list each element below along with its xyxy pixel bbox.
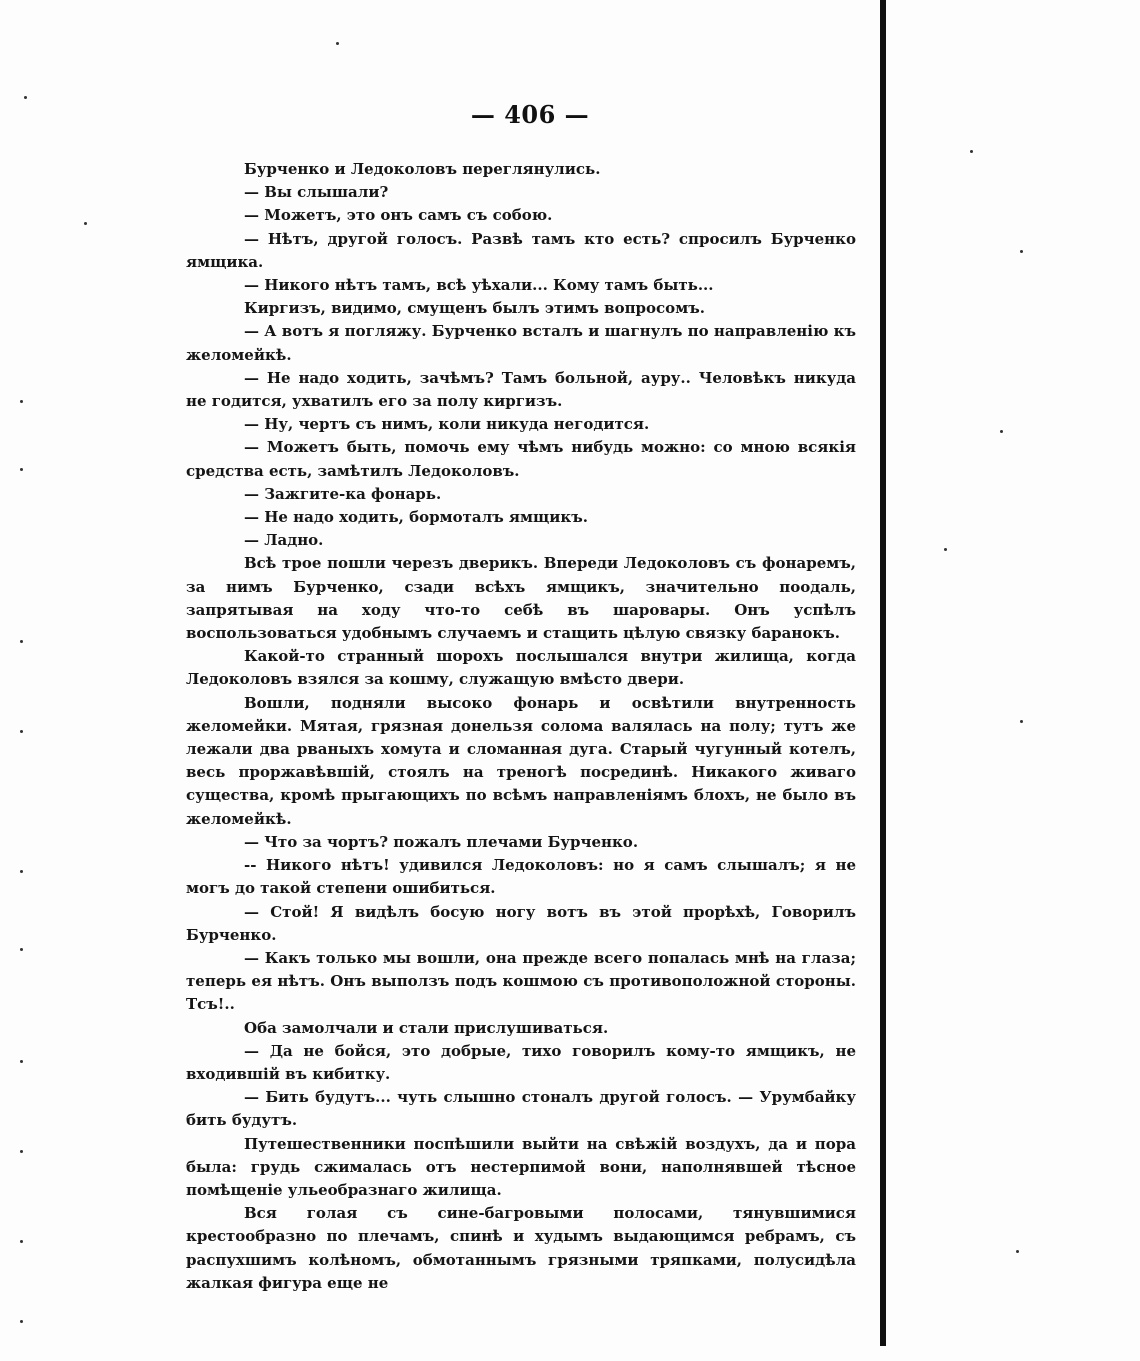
paragraph: — Никого нѣтъ тамъ, всѣ уѣхали... Кому тамъ быть... [244,276,714,295]
scan-speck [20,730,23,733]
page-number: — 406 — [470,100,590,129]
scan-speck [20,1240,23,1243]
scan-speck [20,870,23,873]
paragraph: Путешественники поспѣшили выйти на свѣжій воздухъ, да и пора была: грудь сжималась отъ нестерпимой вони, наполнявшей тѣсное помѣщеніе ульеобразнаго жилища. [186,1134,856,1199]
paragraph: -- Никого нѣтъ! удивился Ледоколовъ: но я самъ слышалъ; я не могъ до такой степени ошибиться. [186,856,856,898]
paragraph: — Какъ только мы вошли, она прежде всего попалась мнѣ на глаза; теперь ея нѣтъ. Онъ выползъ подъ кошмою съ противоположной стороны. Тсъ!.. [186,948,856,1014]
scan-speck [20,1060,23,1063]
scan-speck [1020,720,1023,723]
scan-speck [1016,1250,1019,1253]
scan-speck [1000,430,1003,433]
paragraph: Киргизъ, видимо, смущенъ былъ этимъ вопросомъ. [244,299,705,318]
scan-speck [336,42,339,45]
paragraph: — Не надо ходить, зачѣмъ? Тамъ больной, ауру.. Человѣкъ никуда не годится, ухватилъ его за полу киргизъ. [186,368,856,411]
paragraph: — Что за чортъ? пожалъ плечами Бурченко. [244,832,639,851]
binding-edge-rule [880,0,886,1346]
scan-speck [84,222,87,225]
scan-speck [24,96,27,99]
paragraph: — Ладно. [244,531,324,550]
paragraph: — Зажгите-ка фонарь. [244,484,442,503]
paragraph: — Да не бойся, это добрые, тихо говорилъ кому-то ямщикъ, не входившій въ кибитку. [186,1041,856,1083]
scan-speck [20,640,23,643]
paragraph: — Стой! Я видѣлъ босую ногу вотъ въ этой прорѣхѣ, Говорилъ Бурченко. [186,902,856,944]
paragraph: Бурченко и Ледоколовъ переглянулись. [244,160,601,178]
paragraph: — А вотъ я погляжу. Бурченко всталъ и шагнулъ по направленію къ желомейкѣ. [186,322,856,364]
paragraph: Оба замолчали и стали прислушиваться. [244,1018,609,1037]
scan-speck [944,548,947,551]
paragraph: — Можетъ, это онъ самъ съ собою. [244,206,553,225]
scan-speck [20,1150,23,1153]
paragraph: — Ну, чертъ съ нимъ, коли никуда негодится. [244,415,650,434]
scan-speck [20,400,23,403]
scan-speck [20,468,23,471]
body-text [186,158,856,1295]
paragraph: Вся голая съ сине-багровыми полосами, тянувшимися крестообразно по плечамъ, спинѣ и худымъ выдающимся ребрамъ, съ распухшимъ колѣномъ, обмотаннымъ грязными тряпками, полусидѣла жалкая фигура еще не [186,1204,856,1292]
scan-speck [20,1320,23,1323]
paragraph: Вошли, подняли высоко фонарь и освѣтили внутренность желомейки. Мятая, грязная донельзя солома валялась на полу; тутъ же лежали два рваныхъ хомута и сломанная дуга. Старый чугунный котелъ, весь проржавѣвшій, стоялъ на треногѣ посрединѣ. Никакого живаго существа, кромѣ прыгающихъ по всѣмъ направленіямъ блохъ, не было въ желомейкѣ. [186,693,856,828]
paragraph: Какой-то странный шорохъ послышался внутри жилища, когда Ледоколовъ взялся за кошму, служащую вмѣсто двери. [186,647,856,689]
paragraph: — Вы слышали? [244,183,389,202]
paragraph: — Не надо ходить, бормоталъ ямщикъ. [244,508,588,527]
paragraph: — Можетъ быть, помочь ему чѣмъ нибудь можно: со мною всякія средства есть, замѣтилъ Ледоколовъ. [186,438,856,480]
paragraph: — Нѣтъ, другой голосъ. Развѣ тамъ кто есть? спросилъ Бурченко ямщика. [186,229,856,271]
scan-speck [1020,250,1023,253]
paragraph: Всѣ трое пошли черезъ дверикъ. Впереди Ледоколовъ съ фонаремъ, за нимъ Бурченко, сзади всѣхъ ямщикъ, значительно поодаль, запрятывая на ходу что-то себѣ въ шаровары. Онъ успѣлъ воспользоваться удобнымъ случаемъ и стащить цѣлую связку баранокъ. [186,554,856,643]
paragraph: — Бить будутъ... чуть слышно стоналъ другой голосъ. — Урумбайку бить будутъ. [186,1088,856,1130]
scan-speck [970,150,973,153]
scan-speck [20,948,23,951]
